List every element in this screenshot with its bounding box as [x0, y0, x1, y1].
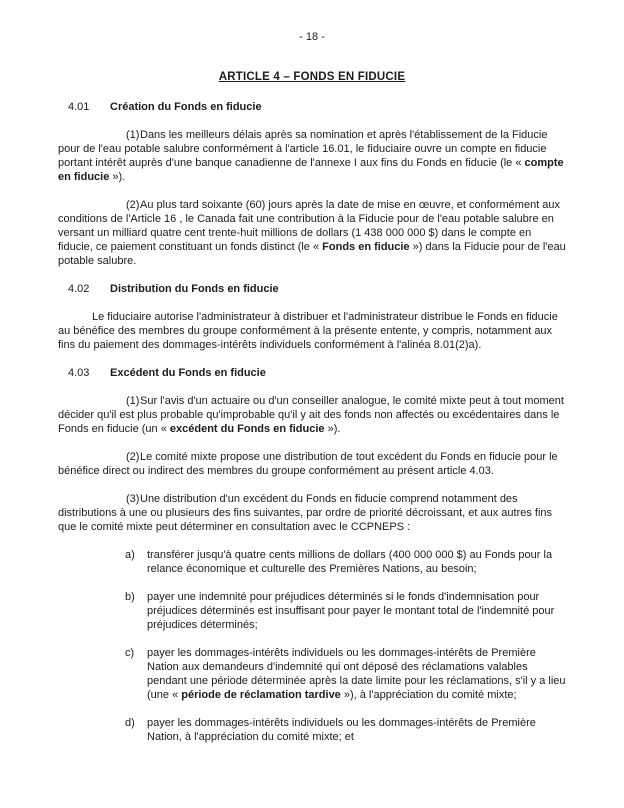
list-item	[125, 646, 566, 702]
list-marker: c)	[125, 647, 135, 659]
text-segment: payer une indemnité pour préjudices déterminés si le fonds d'indemnisation pour préjudices déterminés est insuffisant pour payer le montant total de l'indemnité pour préjudices déterminés;	[147, 591, 555, 631]
section-number: 4.03	[68, 367, 90, 379]
list-marker: b)	[125, 591, 135, 603]
section-heading	[68, 282, 566, 296]
paragraph-number: (3)	[126, 493, 140, 505]
text-segment: Sur l'avis d'un actuaire ou d'un conseiller analogue, le comité mixte peut à tout moment décider qu'il est plus probable qu'improbable qu'il y ait des fonds non affectés ou excédentaires dans le Fonds en fiducie (un «	[58, 395, 564, 435]
section-title: Création du Fonds en fiducie	[110, 101, 262, 113]
text-segment: compte en fiducie	[58, 157, 564, 183]
paragraph-number: (1)	[126, 129, 140, 141]
paragraph	[58, 394, 566, 436]
paragraph	[58, 128, 566, 184]
text-segment: payer les dommages-intérêts individuels ou les dommages-intérêts de Première Nation aux demandeurs d'indemnité qui ont déposé des réclamations valables pendant une période déterminée après la date limite pour les réclamations, s'il y a lieu (une «	[147, 647, 566, 701]
text-segment: »).	[109, 171, 126, 183]
document-body	[58, 100, 566, 744]
list-item	[125, 590, 566, 632]
paragraph	[58, 492, 566, 534]
article-title: ARTICLE 4 – FONDS EN FIDUCIE	[218, 71, 406, 83]
text-segment: payer les dommages-intérêts individuels ou les dommages-intérêts de Première Nation, à l'appréciation du comité mixte; et	[147, 717, 536, 743]
paragraph-number: (2)	[126, 199, 140, 211]
text-segment: Dans les meilleurs délais après sa nomination et après l'établissement de la Fiducie pour de l'eau potable salubre conformément à l'article 16.01, le fiduciaire ouvre un compte en fiducie portant intérêt auprès d'une banque canadienne de l'annexe I aux fins du Fonds en fiducie (le «	[58, 129, 548, 169]
section-title: Excédent du Fonds en fiducie	[110, 367, 266, 379]
section-number: 4.01	[68, 101, 90, 113]
text-segment: Une distribution d'un excédent du Fonds en fiducie comprend notamment des distributions à une ou plusieurs des fins suivantes, par ordre de priorité décroissant, et aux autres fins que le comité mixte peut déterminer en consultation avec le CCPNEPS :	[58, 493, 553, 533]
list-item	[125, 548, 566, 576]
text-segment: Fonds en fiducie	[322, 241, 410, 253]
list-item	[125, 716, 566, 744]
section-heading	[68, 100, 566, 114]
paragraph-number: (2)	[126, 451, 140, 463]
paragraph	[58, 310, 566, 352]
text-segment: »).	[324, 423, 341, 435]
text-segment: transférer jusqu'à quatre cents millions de dollars (400 000 000 $) au Fonds pour la relance économique et culturelle des Premières Nations, au besoin;	[147, 549, 553, 575]
list-marker: a)	[125, 549, 135, 561]
text-segment: ») dans la Fiducie pour de l'eau potable salubre.	[58, 241, 566, 267]
section-number: 4.02	[68, 283, 90, 295]
text-segment: période de réclamation tardive	[181, 689, 341, 701]
text-segment: Au plus tard soixante (60) jours après la date de mise en œuvre, et conformément aux conditions de l'Article 16 , le Canada fait une contribution à la Fiducie pour de l'eau potable salubre en versant un milliard quatre cent trente-huit millions de dollars (1 438 000 000 $) dans le compte en fiducie, ce paiement constituant un fonds distinct (le «	[58, 199, 561, 253]
list-marker: d)	[125, 717, 135, 729]
text-segment: excédent du Fonds en fiducie	[169, 423, 325, 435]
text-segment: »), à l'appréciation du comité mixte;	[340, 689, 517, 701]
section-heading	[68, 366, 566, 380]
page-number: - 18 -	[299, 31, 325, 43]
paragraph	[58, 198, 566, 268]
paragraph-number: (1)	[126, 395, 140, 407]
text-segment: Le comité mixte propose une distribution de tout excédent du Fonds en fiducie pour le bénéfice direct ou indirect des membres du groupe conformément au présent article 4.03.	[58, 451, 558, 477]
text-segment: Le fiduciaire autorise l'administrateur à distribuer et l'administrateur distribue le Fonds en fiducie au bénéfice des membres du groupe conformément à la présente entente, y compris, notamment aux fins du paiement des dommages-intérêts individuels conformément à l'alinéa 8.01(2)a).	[58, 311, 558, 351]
paragraph	[58, 450, 566, 478]
section-title: Distribution du Fonds en fiducie	[110, 283, 279, 295]
